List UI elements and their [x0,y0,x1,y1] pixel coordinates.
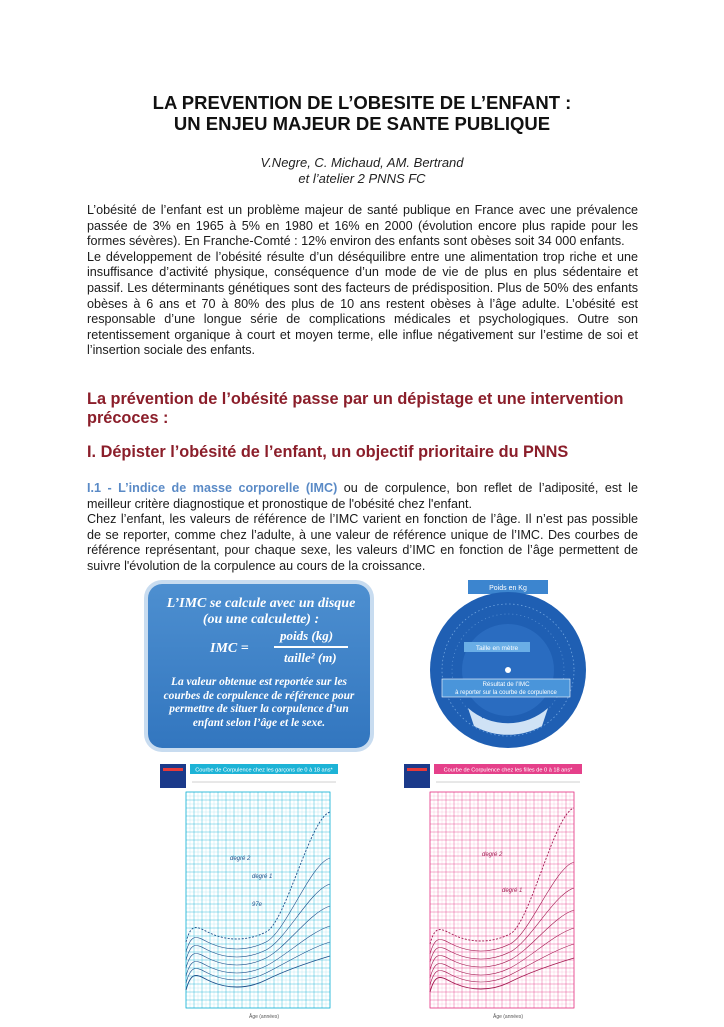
imc-section-text [87,481,638,575]
disk-label-result-1: Résultat de l’IMC [482,681,530,688]
girls-grid [430,792,574,1008]
imc-disk-icon [424,580,590,750]
girls-curve-label-degre-2: degré 2 [482,852,503,858]
girls-xlabel: Âge (années) [492,1014,524,1020]
disk-center-pin [505,667,511,673]
document-title [70,92,654,134]
card-explanation-text: La valeur obtenue est reportée sur les courbes de corpulence de référence pour permettre de situer la corpulence d’un enfant selon l’âge et le sexe. [163,676,355,729]
intro-text [87,203,638,359]
intro-paragraph-1: L’obésité de l’enfant est un problème majeur de santé publique en France avec une prévalence passée de 3% en 1965 à 5% en 1980 et 16% en 2000 (évolution encore plus rapide pour les formes sévères). En Franche-Comté : 12% environ des enfants sont obèses soit 34 000 enfants. [87,203,638,249]
growth-chart-girls-svg [404,764,582,1022]
logo-stripe [407,768,427,771]
pnns-logo-boys [160,764,186,788]
girls-curve-label-degre-1: degré 1 [502,888,523,894]
boys-curve-label-degre-2: degré 2 [230,856,251,862]
title-line-1: LA PREVENTION DE L’OBESITE DE L’ENFANT : [152,92,572,113]
fraction-bar [274,646,348,648]
heading-prevention: La prévention de l’obésité passe par un dépistage et une intervention précoces : [87,390,624,427]
authors-line-1: V.Negre, C. Michaud, AM. Bertrand [260,155,464,170]
growth-chart-girls [404,764,582,1022]
chart-header-boys: Courbe de Corpulence chez les garçons de 0 à 18 ans* [195,767,333,774]
formula-lhs: IMC = [210,641,249,656]
authors [70,155,654,187]
boys-grid [186,792,330,1008]
imc-paragraph-1 [87,481,638,512]
intro-paragraph-2: Le développement de l’obésité résulte d’un déséquilibre entre une alimentation trop riche et une insuffisance d’activité physique, conséquence d’un mode de vie de plus en plus sédentaire et passif. Les déterminants génétiques sont des facteurs de prédisposition. Plus de 50% des enfants obèses à 6 ans et 70 à 80% des plus de 10 ans restent obèses à l’âge adulte. L’obésité est responsable d’une longue série de complications médicales et psychologiques. Outre son retentissement organique à court et moyen terme, elle influe négativement sur l’estime de soi et l’insertion sociale des enfants. [87,249,638,358]
authors-line-2: et l’atelier 2 PNNS FC [298,171,426,186]
boys-xlabel: Âge (années) [248,1014,280,1020]
pnns-logo-girls [404,764,430,788]
disk-label-height: Taille en mètre [475,645,519,652]
disk-label-result-2: à reporter sur la courbe de corpulence [455,690,557,696]
heading-section-1: I. Dépister l’obésité de l’enfant, un objectif prioritaire du PNNS [87,443,569,461]
imc-formula-card [148,584,370,748]
imc-disk-image [424,580,590,750]
formula-numerator: poids (kg) [280,628,334,643]
growth-chart-boys-svg [160,764,338,1022]
card-intro-text: L’IMC se calcule avec un disque (ou une calculette) : [166,596,356,627]
formula-denominator: taille² (m) [284,650,337,665]
imc-term: I.1 - L’indice de masse corporelle (IMC) [87,481,338,495]
imc-paragraph-1-rest: ou de corpulence, bon reflet de l’adiposité, est le meilleur critère diagnostique et pronostique de l'obésité chez l'enfant. [87,481,638,511]
title-line-2: UN ENJEU MAJEUR DE SANTE PUBLIQUE [173,113,551,134]
imc-paragraph-2: Chez l’enfant, les valeurs de référence de l’IMC varient en fonction de l’âge. Il n’est pas possible de se reporter, comme chez l’adulte, à une valeur de référence unique de l’IMC. Des courbes de référence représentant, pour chaque sexe, les valeurs d’IMC en fonction de l’âge permettent de suivre l'évolution de la corpulence au cours de la croissance. [87,512,638,573]
chart-header-girls: Courbe de Corpulence chez les filles de 0 à 18 ans* [443,767,573,774]
boys-curve-label-degre-1: degré 1 [252,874,273,880]
logo-stripe [163,768,183,771]
boys-curve-label-97: 97e [252,902,263,908]
disk-label-weight: Poids en Kg [489,585,527,592]
growth-chart-boys [160,764,338,1022]
